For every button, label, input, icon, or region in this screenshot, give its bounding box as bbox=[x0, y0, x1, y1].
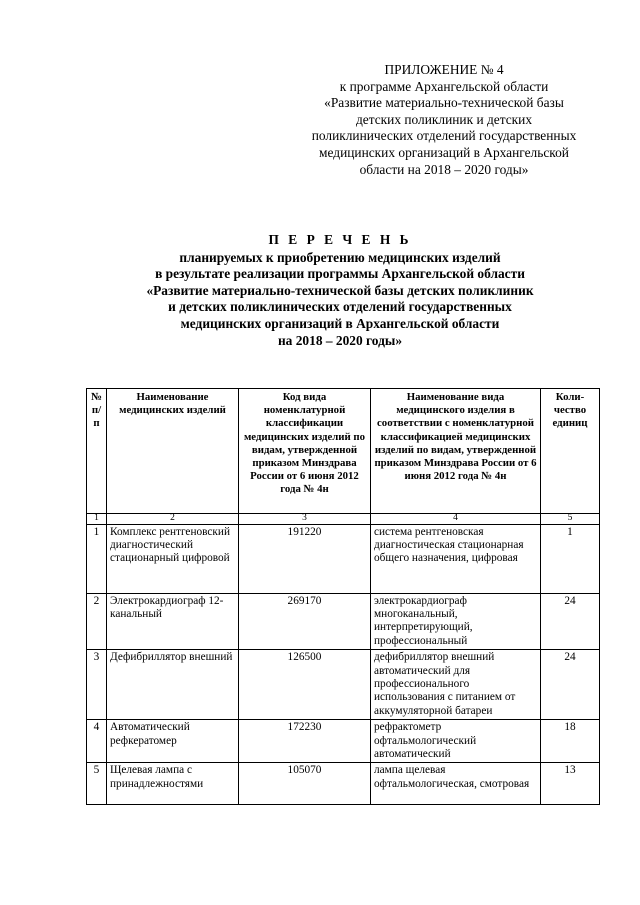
header-kind: Наименование вида медицинского изделия в соответствии с номенклатурной классификацией медицинских изделий по видам, утвержденной приказом Минздрава России от 6 июня 2012 года № 4н bbox=[371, 389, 541, 514]
cell-kind: рефрактометр офтальмологический автоматический bbox=[371, 720, 541, 763]
cell-number: 2 bbox=[87, 593, 107, 650]
cell-quantity: 24 bbox=[541, 593, 600, 650]
heading-line: «Развитие материально-технической базы детских поликлиник bbox=[146, 282, 534, 298]
cell-number: 1 bbox=[87, 524, 107, 593]
table-row bbox=[87, 593, 600, 650]
document-title: П Е Р Е Ч Е Н Ь bbox=[268, 232, 412, 247]
table-row bbox=[87, 650, 600, 720]
cell-quantity: 1 bbox=[541, 524, 600, 593]
table-row bbox=[87, 720, 600, 763]
table-row bbox=[87, 763, 600, 805]
cell-name: Электрокардиограф 12-канальный bbox=[107, 593, 239, 650]
cell-kind: дефибриллятор внешний автоматический для профессионального использования с питанием от аккумуляторной батареи bbox=[371, 650, 541, 720]
heading-line: и детских поликлинических отделений государственных bbox=[168, 299, 512, 315]
appendix-line: ПРИЛОЖЕНИЕ № 4 bbox=[384, 62, 504, 77]
cell-number: 4 bbox=[87, 720, 107, 763]
cell-number: 5 bbox=[87, 763, 107, 805]
cell-quantity: 24 bbox=[541, 650, 600, 720]
header-quantity: Коли-чество единиц bbox=[541, 389, 600, 514]
cell-code: 191220 bbox=[239, 524, 371, 593]
cell-name: Автоматический рефкератомер bbox=[107, 720, 239, 763]
cell-kind: электрокардиограф многоканальный, интерпретирующий, профессиональный bbox=[371, 593, 541, 650]
appendix-line: к программе Архангельской области bbox=[339, 78, 549, 94]
cell-code: 105070 bbox=[239, 763, 371, 805]
cell-code: 269170 bbox=[239, 593, 371, 650]
cell-quantity: 18 bbox=[541, 720, 600, 763]
heading-line: на 2018 – 2020 годы» bbox=[277, 332, 403, 348]
header-name: Наименование медицинских изделий bbox=[107, 389, 239, 514]
items-table bbox=[86, 388, 600, 805]
appendix-line: детских поликлиник и детских bbox=[355, 111, 533, 127]
column-number: 1 bbox=[87, 514, 107, 525]
appendix-line: области на 2018 – 2020 годы» bbox=[359, 161, 529, 177]
appendix-line: медицинских организаций в Архангельской bbox=[319, 144, 569, 160]
appendix-line: поликлинических отделений государственных bbox=[311, 128, 577, 144]
appendix-line: «Развитие материально-технической базы bbox=[324, 95, 564, 111]
appendix-block bbox=[280, 62, 608, 178]
cell-kind: система рентгеновская диагностическая стационарная общего назначения, цифровая bbox=[371, 524, 541, 593]
cell-kind: лампа щелевая офтальмологическая, смотровая bbox=[371, 763, 541, 805]
cell-name: Дефибриллятор внешний bbox=[107, 650, 239, 720]
heading-line: в результате реализации программы Архангельской области bbox=[155, 266, 525, 282]
heading-line: медицинских организаций в Архангельской области bbox=[180, 315, 500, 331]
header-code: Код вида номенклатурной классификации медицинских изделий по видам, утвержденной приказом Минздрава России от 6 июня 2012 года № 4н bbox=[239, 389, 371, 514]
column-number: 4 bbox=[371, 514, 541, 525]
cell-quantity: 13 bbox=[541, 763, 600, 805]
cell-code: 126500 bbox=[239, 650, 371, 720]
table-header-row bbox=[87, 389, 600, 514]
cell-name: Щелевая лампа с принадлежностями bbox=[107, 763, 239, 805]
header-number: № п/п bbox=[87, 389, 107, 514]
column-number: 3 bbox=[239, 514, 371, 525]
column-numbers-row bbox=[87, 514, 600, 525]
cell-code: 172230 bbox=[239, 720, 371, 763]
column-number: 5 bbox=[541, 514, 600, 525]
document-heading bbox=[60, 232, 620, 349]
cell-number: 3 bbox=[87, 650, 107, 720]
heading-line: планируемых к приобретению медицинских изделий bbox=[179, 249, 501, 265]
cell-name: Комплекс рентгеновский диагностический стационарный цифровой bbox=[107, 524, 239, 593]
table-row bbox=[87, 524, 600, 593]
column-number: 2 bbox=[107, 514, 239, 525]
